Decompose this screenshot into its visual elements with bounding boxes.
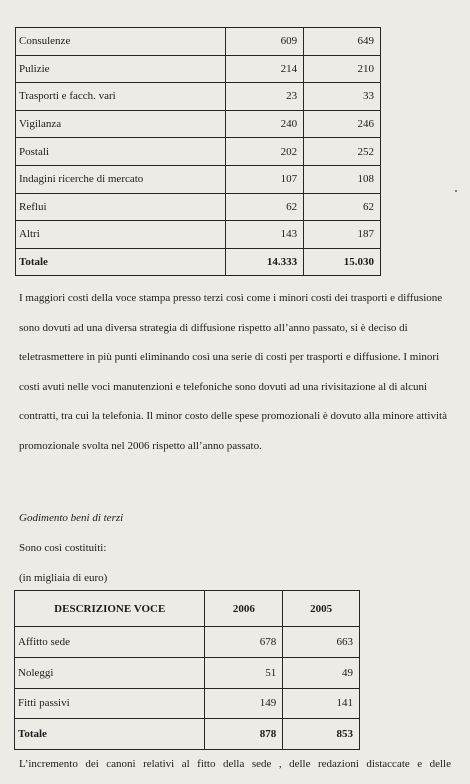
value-2005: 252 <box>304 138 381 166</box>
table-row <box>15 657 360 688</box>
header-description: DESCRIZIONE VOCE <box>15 591 205 627</box>
value-2006: 214 <box>226 55 304 83</box>
row-label: Affitto sede <box>15 627 205 658</box>
row-label: Noleggi <box>15 657 205 688</box>
value-2005: 187 <box>304 221 381 249</box>
costs-table <box>15 27 381 276</box>
value-2005: 33 <box>304 83 381 111</box>
value-2006: 62 <box>226 193 304 221</box>
table-row <box>16 28 381 56</box>
table-row <box>16 193 381 221</box>
table-row <box>16 110 381 138</box>
row-label: Vigilanza <box>16 110 226 138</box>
row-label: Fitti passivi <box>15 688 205 719</box>
table-row <box>16 83 381 111</box>
value-2005: 108 <box>304 165 381 193</box>
row-label: Pulizie <box>16 55 226 83</box>
value-2006: 149 <box>205 688 283 719</box>
total-label: Totale <box>15 719 205 750</box>
value-2005: 663 <box>283 627 360 658</box>
value-2006: 609 <box>226 28 304 56</box>
value-2005: 141 <box>283 688 360 719</box>
table-header-row <box>15 591 360 627</box>
value-2006: 23 <box>226 83 304 111</box>
value-2005: 210 <box>304 55 381 83</box>
body-paragraph: I maggiori costi della voce stampa presso terzi così come i minori costi dei trasporti e diffusione sono dovuti ad una diversa strategia di diffusione rispetto all’anno passato, si è deciso di teletrasmettere in più punti eliminando così una serie di costi per trasporti e diffusione. I minori costi avuti nelle voci manutenzioni e telefoniche sono dovuti ad una rivisitazione al di alcuni contratti, tra cui la telefonia. Il minor costo delle spese promozionali è dovuto alla minore attività promozionale svolta nel 2006 rispetto all’anno passato. <box>19 292 447 452</box>
table-row <box>16 221 381 249</box>
total-row <box>15 719 360 750</box>
total-2006: 878 <box>205 719 283 750</box>
value-2006: 202 <box>226 138 304 166</box>
total-2006: 14.333 <box>226 248 304 276</box>
table-row <box>15 688 360 719</box>
total-2005: 15.030 <box>304 248 381 276</box>
total-row <box>16 248 381 276</box>
total-label: Totale <box>16 248 226 276</box>
header-2006: 2006 <box>205 591 283 627</box>
value-2006: 51 <box>205 657 283 688</box>
table-row <box>16 55 381 83</box>
value-2005: 649 <box>304 28 381 56</box>
scan-speck <box>455 190 457 192</box>
value-2006: 143 <box>226 221 304 249</box>
row-label: Indagini ricerche di mercato <box>16 165 226 193</box>
row-label: Reflui <box>16 193 226 221</box>
row-label: Consulenze <box>16 28 226 56</box>
third-party-assets-table <box>14 590 360 750</box>
value-2006: 107 <box>226 165 304 193</box>
row-label: Postali <box>16 138 226 166</box>
value-2005: 246 <box>304 110 381 138</box>
unit-line: (in migliaia di euro) <box>19 572 108 584</box>
row-label: Altri <box>16 221 226 249</box>
value-2006: 240 <box>226 110 304 138</box>
value-2005: 49 <box>283 657 360 688</box>
intro-line: Sono così costituiti: <box>19 542 107 554</box>
value-2006: 678 <box>205 627 283 658</box>
section-heading: Godimento beni di terzi <box>19 512 124 524</box>
table-row <box>16 165 381 193</box>
header-2005: 2005 <box>283 591 360 627</box>
table-row <box>15 627 360 658</box>
row-label: Trasporti e facch. vari <box>16 83 226 111</box>
total-2005: 853 <box>283 719 360 750</box>
table-row <box>16 138 381 166</box>
value-2005: 62 <box>304 193 381 221</box>
bottom-text-line: L’incremento dei canoni relativi al fitto della sede , delle redazioni distaccate e delle <box>19 758 451 770</box>
